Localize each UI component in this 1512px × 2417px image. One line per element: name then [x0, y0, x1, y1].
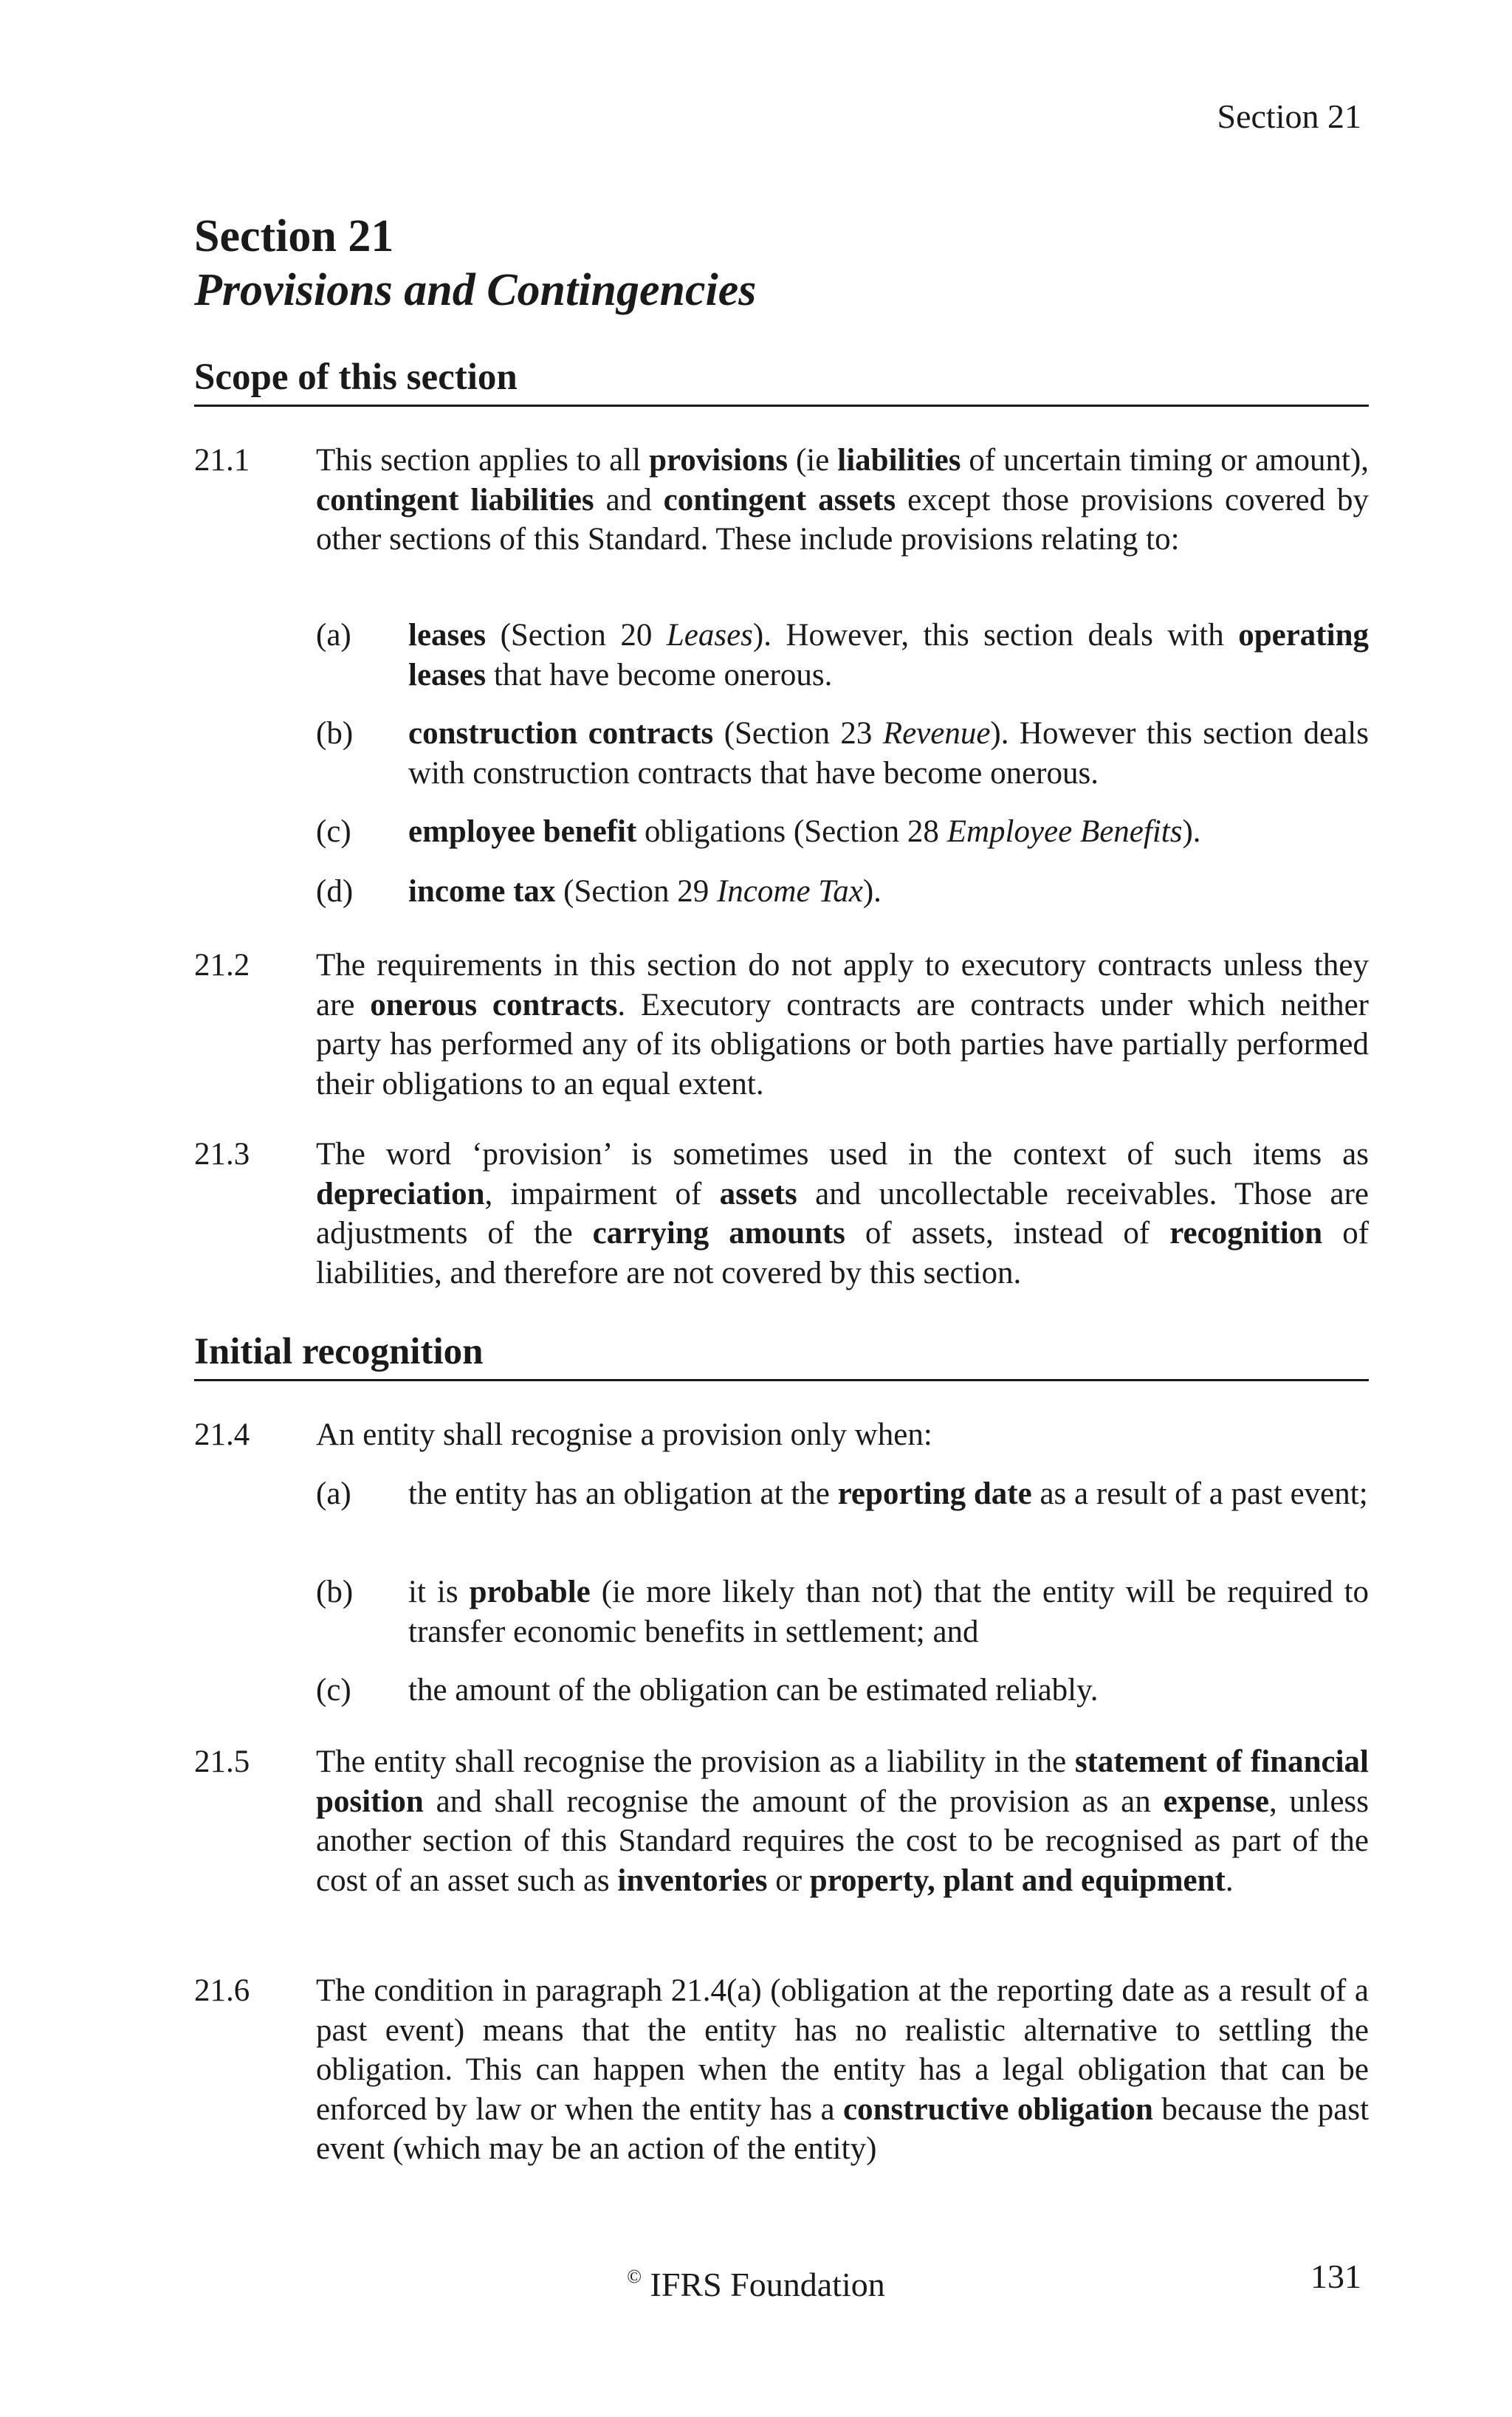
- paragraph-number: 21.4: [194, 1417, 250, 1452]
- paragraph-21-5: [194, 1742, 1369, 1900]
- page-number: 131: [1310, 2258, 1361, 2295]
- paragraph-number: 21.5: [194, 1744, 250, 1779]
- paragraph-number: 21.3: [194, 1137, 250, 1172]
- list-item-label: (a): [316, 1476, 351, 1511]
- list-item-21-1-a: [316, 616, 1369, 695]
- list-item-label: (a): [316, 618, 351, 653]
- paragraph-21-3: [194, 1135, 1369, 1293]
- section-title: Provisions and Contingencies: [194, 265, 757, 315]
- paragraph-text: This section applies to all provisions (ie liabilities of uncertain timing or amount), contingent liabilities and contingent assets except those provisions covered by other sections of this Standard. These include provisions relating to:: [316, 443, 1370, 557]
- list-item-21-1-b: [316, 714, 1369, 793]
- paragraph-text: An entity shall recognise a provision only when:: [316, 1417, 932, 1452]
- paragraph-21-2: [194, 946, 1369, 1104]
- footer-organization: IFRS Foundation: [650, 2266, 885, 2303]
- running-header: Section 21: [1217, 97, 1361, 135]
- heading-initial-recognition: Initial recognition: [194, 1329, 1369, 1381]
- list-item-21-1-c: [316, 812, 1369, 852]
- paragraph-21-1: [194, 441, 1369, 560]
- footer-copyright: [0, 2256, 1512, 2306]
- paragraph-text: The requirements in this section do not apply to executory contracts unless they are onerous contracts. Executory contracts are contracts under which neither party has performed any of its obligations or both parties have partially performed their obligations to an equal extent.: [316, 948, 1369, 1101]
- list-item-21-4-c: [316, 1671, 1369, 1711]
- paragraph-text: The entity shall recognise the provision as a liability in the statement of financial position and shall recognise the amount of the provision as an expense, unless another section of this Standard requires the cost to be recognised as part of the cost of an asset such as inventories or property, plant and equipment.: [316, 1744, 1370, 1898]
- copyright-symbol: ©: [627, 2266, 642, 2287]
- list-item-text: employee benefit obligations (Section 28 Employee Benefits).: [408, 814, 1201, 849]
- paragraph-number: 21.1: [194, 443, 250, 478]
- list-item-text: income tax (Section 29 Income Tax).: [408, 874, 882, 909]
- paragraph-21-6: [194, 1971, 1369, 2169]
- paragraph-21-4: [194, 1415, 1369, 1455]
- list-item-text: it is probable (ie more likely than not) that the entity will be required to transfer economic benefits in settlement; and: [408, 1575, 1370, 1649]
- list-item-21-4-b: [316, 1572, 1369, 1651]
- list-item-label: (c): [316, 1673, 351, 1708]
- list-item-21-4-a: [316, 1474, 1369, 1514]
- list-item-label: (c): [316, 814, 351, 849]
- section-number: Section 21: [194, 211, 394, 261]
- list-item-label: (b): [316, 716, 354, 751]
- list-item-text: construction contracts (Section 23 Revenue). However this section deals with construction contracts that have become onerous.: [408, 716, 1369, 791]
- list-item-label: (b): [316, 1575, 354, 1609]
- paragraph-text: The word ‘provision’ is sometimes used in the context of such items as depreciation, impairment of assets and uncollectable receivables. Those are adjustments of the carrying amounts of assets, instead of recognition of liabilities, and therefore are not covered by this section.: [316, 1137, 1370, 1290]
- list-item-text: leases (Section 20 Leases). However, this section deals with operating leases that have become onerous.: [408, 618, 1369, 692]
- list-item-text: the amount of the obligation can be estimated reliably.: [408, 1673, 1099, 1708]
- list-item-text: the entity has an obligation at the reporting date as a result of a past event;: [408, 1476, 1368, 1511]
- paragraph-text: The condition in paragraph 21.4(a) (obligation at the reporting date as a result of a past event) means that the entity has no realistic alternative to settling the obligation. This can happen when the entity has a legal obligation that can be enforced by law or when the entity has a constructive obligation because the past event (which may be an action of the entity): [316, 1973, 1370, 2166]
- paragraph-number: 21.2: [194, 948, 250, 983]
- list-item-21-1-d: [316, 872, 1369, 912]
- list-item-label: (d): [316, 874, 354, 909]
- heading-scope: Scope of this section: [194, 354, 1369, 407]
- paragraph-number: 21.6: [194, 1973, 250, 2008]
